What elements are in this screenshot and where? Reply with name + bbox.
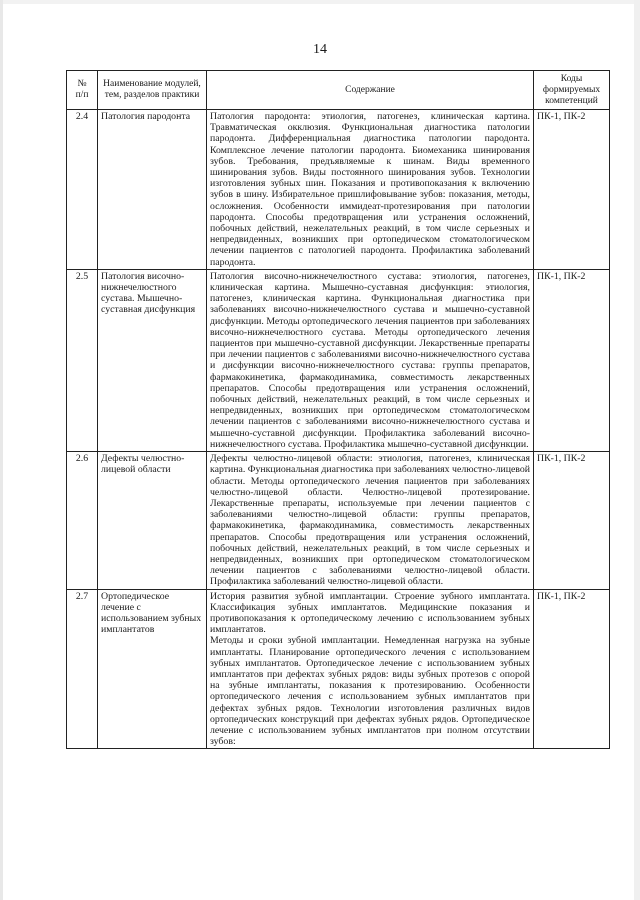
row-module: Дефекты челюстно-лицевой области (98, 452, 207, 589)
row-content (207, 269, 534, 451)
row-number: 2.4 (67, 110, 98, 270)
row-content-paragraph: Методы и сроки зубной имплантации. Немедленная нагрузка на зубные имплантаты. Планирование ортопедического лечения с использованием зубных имплантатов. Ортопедическое лечение с использованием зубных имплантатов при дефектах зубных рядов: виды зубных протезов с опорой на зубные имплантаты, показания к протезированию. Особенности ортопедического лечения с использованием зубных имплантатов при дефектах зубных рядов. Технологии изготовления различных видов ортопедических конструкций при дефектах зубных рядов. Ортопедическое лечение с использованием зубных имплантатов при полном отсутствии зубов: (210, 635, 530, 748)
header-codes: Коды формируемых компетенций (534, 71, 610, 110)
row-codes: ПК-1, ПК-2 (534, 589, 610, 749)
row-codes: ПК-1, ПК-2 (534, 110, 610, 270)
row-codes: ПК-1, ПК-2 (534, 452, 610, 589)
row-codes: ПК-1, ПК-2 (534, 269, 610, 451)
header-module: Наименование модулей, тем, разделов практики (98, 71, 207, 110)
row-number: 2.5 (67, 269, 98, 451)
curriculum-table (66, 70, 610, 749)
row-number: 2.6 (67, 452, 98, 589)
row-content-paragraph: История развития зубной имплантации. Строение зубного имплантата. Классификация зубных имплантатов. Медицинские показания и противопоказания к ортопедическому лечению с использованием зубных имплантатов. (210, 590, 530, 636)
table-header-row (67, 71, 610, 110)
row-content-paragraph: Дефекты челюстно-лицевой области: этиология, патогенез, клиническая картина. Функциональная диагностика при заболеваниях челюстно-лицевой области. Методы ортопедического лечения пациентов при заболеваниях челюстно-лицевой области. Челюстно-лицевой протезирование. Лекарственные препараты, используемые при лечении пациентов с заболеваниями челюстно-лицевой области: группы препаратов, фармакокинетика, фармакодинамика, совместимость лекарственных препаратов. Способы предотвращения или устранения осложнений, побочных действий, нежелательных реакций, в том числе серьезных и непредвиденных, возникших при ортопедическом стоматологическом лечении пациентов с заболеваниями челюстно-лицевой области. Профилактика заболеваний челюстно-лицевой области. (210, 453, 530, 588)
table-row (67, 589, 610, 749)
table-row (67, 110, 610, 270)
row-content (207, 452, 534, 589)
row-content (207, 110, 534, 270)
row-content-paragraph: Патология пародонта: этиология, патогенез, клиническая картина. Травматическая окклюзия. Функциональная диагностика патологии пародонта. Дифференциальная диагностика патологии пародонта. Комплексное лечение патологии пародонта. Биомеханика шинирования зубов. Требования, предъявляемые к шинам. Виды временного шинирования зубов. Виды постоянного шинирования зубов. Технологии изготовления зубных шин. Показания и противопоказания к включению зубов в шину. Избирательное пришлифовывание зубов: показания, методы, осложнения. Особенности иммидеат-протезирования при патологии пародонта. Способы предотвращения или устранения осложнений, побочных действий, нежелательных реакций, в том числе серьезных и непредвиденных, возникших при ортопедическом стоматологическом лечении пациентов с патологией пародонта. Профилактика заболеваний пародонта. (210, 111, 530, 268)
header-content: Содержание (207, 71, 534, 110)
row-module: Ортопедическое лечение с использованием зубных имплантатов (98, 589, 207, 749)
header-number: № п/п (67, 71, 98, 110)
table-row (67, 269, 610, 451)
scan-left-edge (0, 0, 3, 900)
row-module: Патология пародонта (98, 110, 207, 270)
row-content (207, 589, 534, 749)
row-number: 2.7 (67, 589, 98, 749)
row-content-paragraph: Патология височно-нижнечелюстного сустава: этиология, патогенез, клиническая картина. Мышечно-суставная дисфункция: этиология, патогенез, клиническая картина. Функциональная диагностика при заболеваниях височно-нижнечелюстного сустава и мышечно-суставной дисфункции. Методы ортопедического лечения пациентов при заболеваниях височно-нижнечелюстного сустава. Методы ортопедического лечения пациентов при мышечно-суставной дисфункции. Лекарственные препараты при лечении пациентов с заболеваниями височно-нижнечелюстного сустава и дисфункции височно-нижнечелюстного сустава: группы препаратов, фармакокинетика, фармакодинамика, совместимость лекарственных препаратов. Способы предотвращения или устранения осложнений, побочных действий, нежелательных реакций, в том числе серьезных и непредвиденных, возникших при ортопедическом стоматологическом лечении пациентов с заболеваниями височно-нижнечелюстного сустава и мышечно-суставной дисфункции. Профилактика заболеваний височно-нижнечелюстного сустава. Профилактика мышечно-суставной дисфункции. (210, 270, 530, 450)
page-number: 14 (313, 42, 327, 57)
table-row (67, 452, 610, 589)
row-module: Патология височно-нижнечелюстного сустава. Мышечно-суставная дисфункция (98, 269, 207, 451)
scan-right-edge (634, 0, 640, 900)
scan-top-edge (0, 0, 640, 4)
